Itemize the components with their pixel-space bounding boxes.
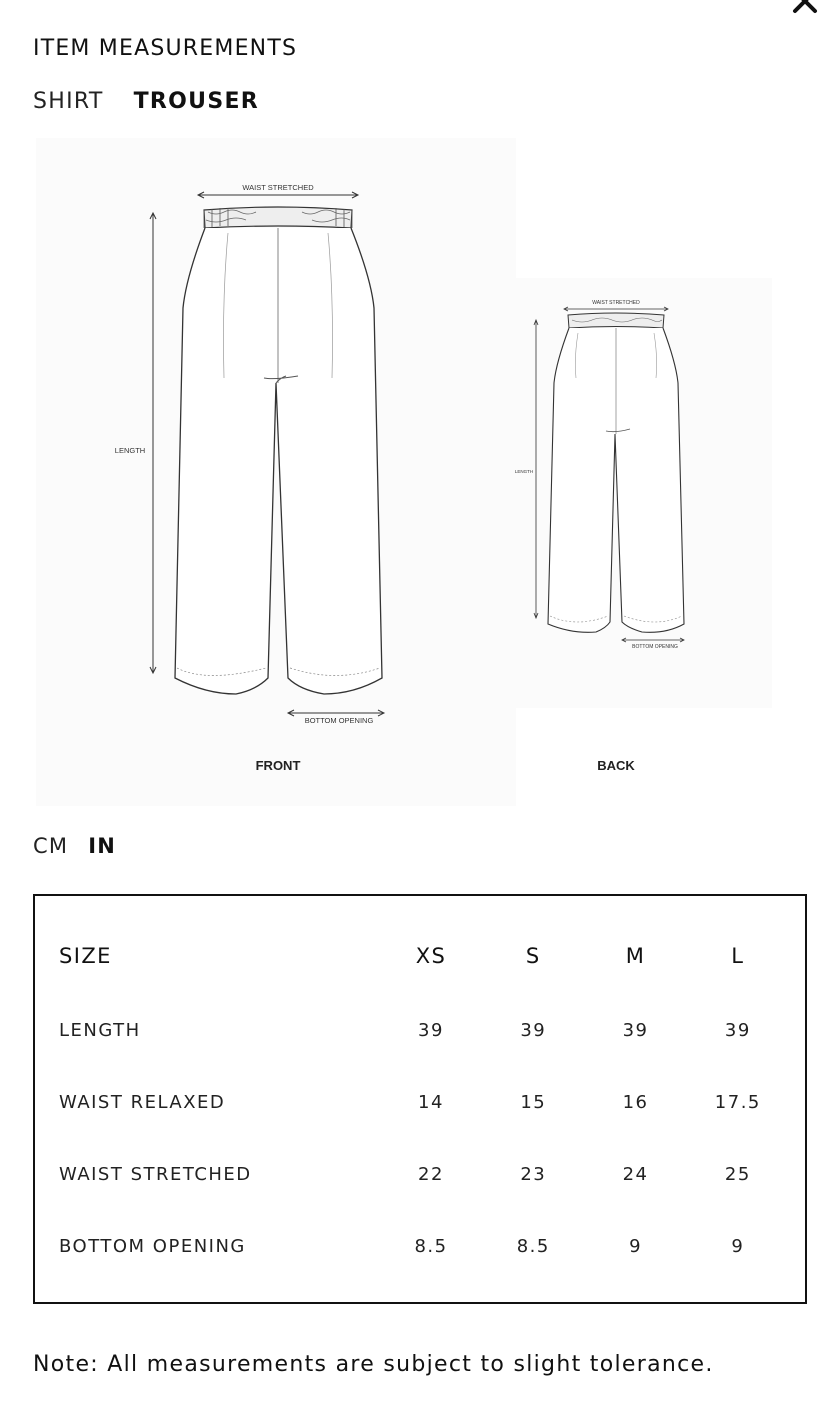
cell-value: 16	[622, 1091, 649, 1113]
cell-value: 39	[418, 1019, 444, 1041]
table-row	[59, 994, 789, 1066]
cell-value: 39	[724, 1019, 751, 1041]
back-waist-stretched-label: WAIST STRETCHED	[592, 300, 640, 306]
close-icon	[790, 0, 820, 16]
header-xs: XS	[415, 944, 447, 968]
table-row	[59, 1210, 789, 1282]
trouser-diagram	[36, 138, 772, 806]
front-length-label: LENGTH	[114, 446, 146, 455]
cell-value: 9	[629, 1235, 643, 1257]
table-row	[59, 1066, 789, 1138]
back-caption: BACK	[597, 758, 635, 773]
tab-trouser[interactable]: TROUSER	[133, 89, 260, 114]
cell-value: 9	[731, 1235, 745, 1257]
row-label: BOTTOM OPENING	[59, 1235, 246, 1257]
header-l: L	[731, 944, 745, 968]
tab-shirt[interactable]: SHIRT	[33, 89, 104, 114]
unit-in[interactable]: IN	[88, 834, 116, 858]
cell-value: 39	[622, 1019, 649, 1041]
cell-value: 14	[418, 1091, 444, 1113]
row-label: WAIST STRETCHED	[59, 1163, 252, 1185]
header-s: S	[525, 944, 541, 968]
modal-title: ITEM MEASUREMENTS	[33, 36, 298, 61]
unit-cm[interactable]: CM	[33, 834, 69, 858]
back-bottom-opening-label: BOTTOM OPENING	[632, 644, 678, 650]
close-button[interactable]	[790, 0, 820, 16]
cell-value: 24	[622, 1163, 649, 1185]
cell-value: 8.5	[414, 1235, 448, 1257]
cell-value: 17.5	[714, 1091, 761, 1113]
front-bottom-opening-label: BOTTOM OPENING	[304, 716, 374, 725]
header-size: SIZE	[59, 944, 112, 968]
cell-value: 15	[520, 1091, 547, 1113]
size-table	[33, 894, 807, 1304]
front-waist-stretched-label: WAIST STRETCHED	[242, 183, 314, 192]
table-header-row	[59, 918, 789, 994]
row-label: WAIST RELAXED	[59, 1091, 226, 1113]
front-caption: FRONT	[255, 758, 301, 773]
cell-value: 25	[724, 1163, 751, 1185]
cell-value: 8.5	[516, 1235, 550, 1257]
back-length-label: LENGTH	[514, 469, 534, 474]
cell-value: 39	[520, 1019, 547, 1041]
row-label: LENGTH	[59, 1019, 141, 1041]
table-row	[59, 1138, 789, 1210]
cell-value: 22	[418, 1163, 444, 1185]
garment-tabs	[33, 89, 259, 114]
tolerance-note: Note: All measurements are subject to slight tolerance.	[33, 1352, 714, 1377]
unit-tabs	[33, 834, 116, 858]
cell-value: 23	[520, 1163, 547, 1185]
header-m: M	[625, 944, 646, 968]
